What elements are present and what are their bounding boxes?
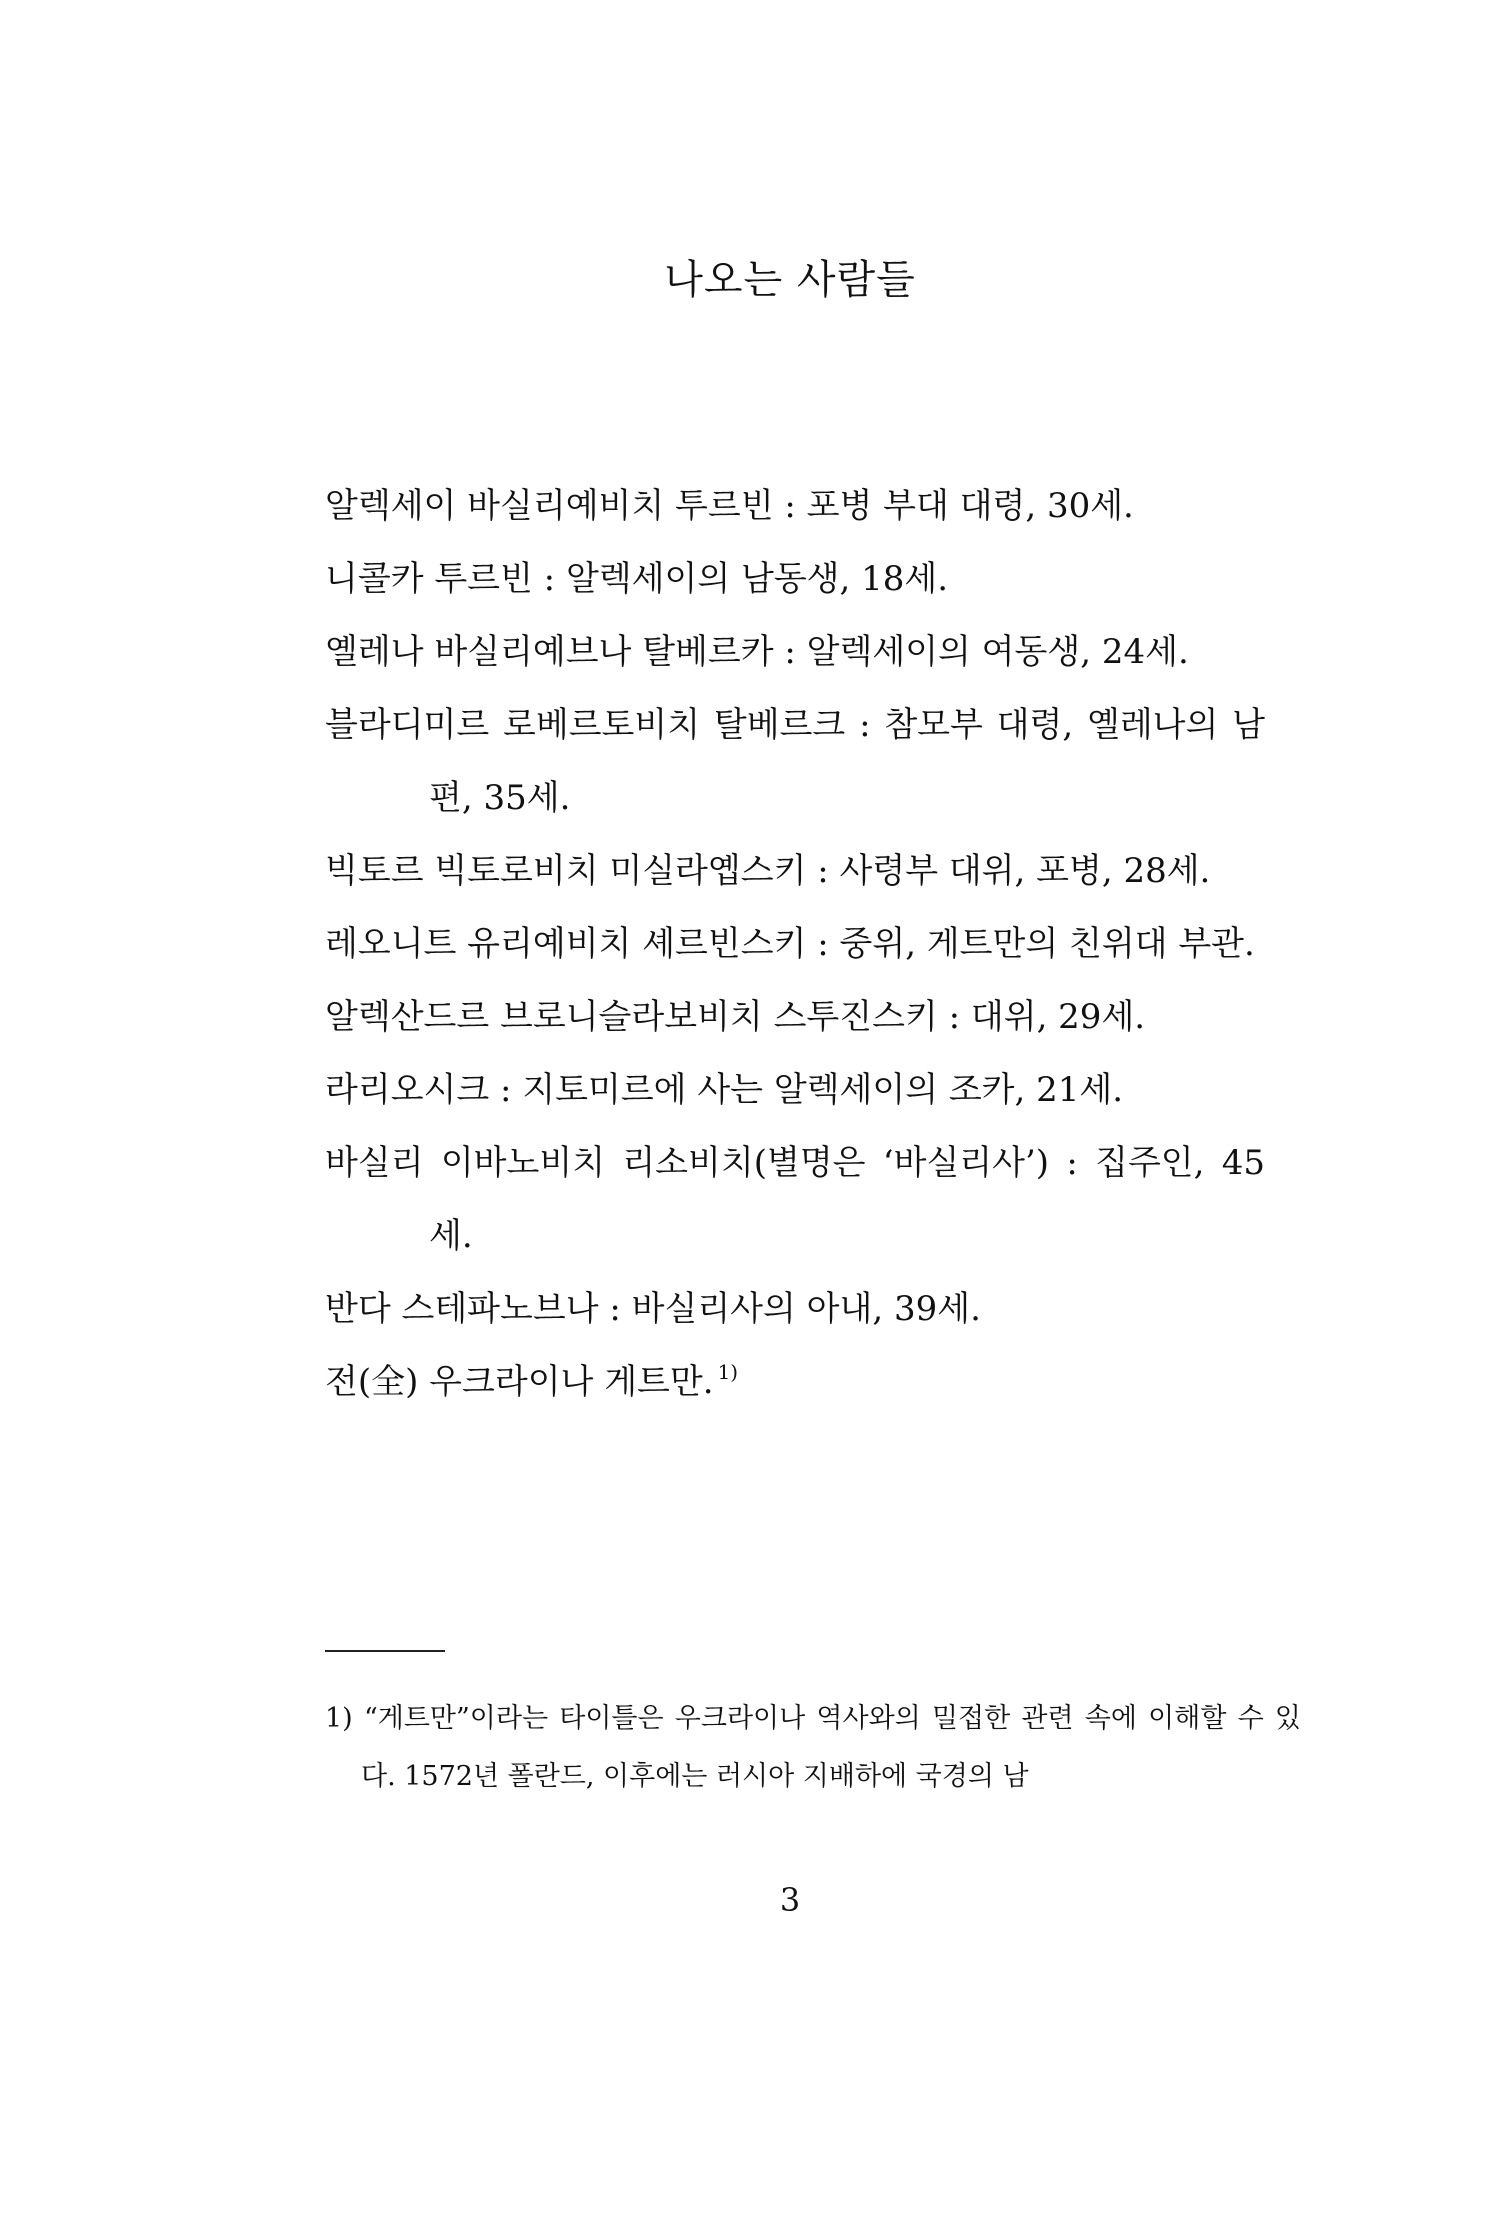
cast-entry-text: 옐레나 바실리예브나 탈베르카 : 알렉세이의 여동생, 24세. — [325, 632, 1189, 672]
cast-entry-lariosik — [325, 1054, 1265, 1127]
cast-entry-hetman — [325, 1346, 1265, 1419]
cast-entry-text: 전(全) 우크라이나 게트만. — [325, 1362, 714, 1402]
cast-entry-text: 반다 스테파노브나 : 바실리사의 아내, 39세. — [325, 1289, 981, 1329]
cast-entry-vasily — [325, 1127, 1265, 1273]
footnote-divider — [325, 1650, 445, 1652]
cast-entry-nikolka — [325, 543, 1265, 616]
cast-entry-text: 라리오시크 : 지토미르에 사는 알렉세이의 조카, 21세. — [325, 1070, 1124, 1110]
footnote — [325, 1690, 1301, 1806]
cast-entry-text: 니콜카 투르빈 : 알렉세이의 남동생, 18세. — [325, 559, 949, 599]
footnote-marker: 1) — [325, 1703, 353, 1734]
cast-entry-text: 빅토르 빅토로비치 미실라옙스키 : 사령부 대위, 포병, 28세. — [325, 851, 1211, 891]
cast-entry-vladimir — [325, 689, 1265, 835]
cast-entry-wanda — [325, 1273, 1265, 1346]
cast-entry-alexei — [325, 470, 1265, 543]
page-number: 3 — [779, 1881, 801, 1919]
cast-entry-leonid — [325, 908, 1265, 981]
cast-entry-viktor — [325, 835, 1265, 908]
footnote-reference[interactable]: 1) — [717, 1360, 739, 1384]
cast-entry-text: 알렉산드르 브로니슬라보비치 스투진스키 : 대위, 29세. — [325, 997, 1146, 1037]
cast-entry-elena — [325, 616, 1265, 689]
cast-entry-text: 바실리 이바노비치 리소비치(별명은 ‘바실리사’) : 집주인, 45세. — [325, 1143, 1265, 1256]
page-title: 나오는 사람들 — [664, 257, 916, 303]
cast-entry-text: 알렉세이 바실리예비치 투르빈 : 포병 부대 대령, 30세. — [325, 486, 1134, 526]
cast-entry-alexander — [325, 981, 1265, 1054]
cast-entry-text: 블라디미르 로베르토비치 탈베르크 : 참모부 대령, 옐레나의 남편, 35세. — [325, 705, 1265, 818]
footnote-text: “게트만”이라는 타이틀은 우크라이나 역사와의 밀접한 관련 속에 이해할 수 있다. 1572년 폴란드, 이후에는 러시아 지배하에 국경의 남 — [361, 1703, 1301, 1792]
cast-entry-text: 레오니트 유리예비치 셰르빈스키 : 중위, 게트만의 친위대 부관. — [325, 924, 1255, 964]
cast-list — [325, 470, 1265, 1419]
